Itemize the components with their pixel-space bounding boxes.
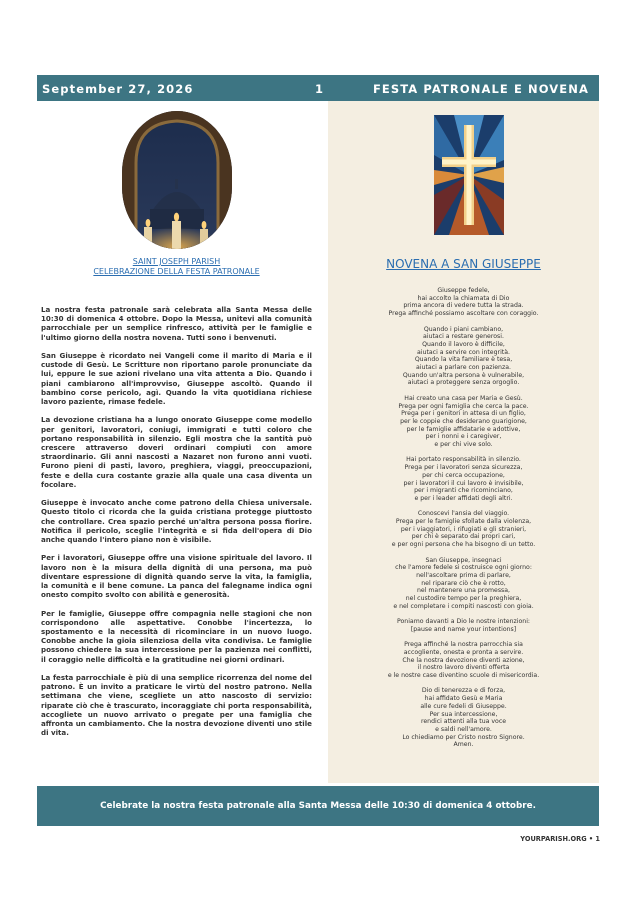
prayer-line: Lo chiediamo per Cristo nostro Signore. (402, 733, 525, 741)
article-paragraph: Per le famiglie, Giuseppe offre compagnia nelle stagioni che non corrispondono alle aspettative. Conobbe l'incertezza, lo spostamento e la necessità di ricominciare in un nuovo luogo. Conobbe anche la gioia silenziosa della vita condivisa. Le famiglie possono chiedere la sua intercessione per la pazienza nei conflitti, il coraggio nelle difficoltà e la gratitudine nei giorni ordinari. (41, 608, 312, 664)
right-column (328, 101, 599, 783)
prayer-line: nel custodire tempo per la preghiera, (405, 595, 522, 603)
article-paragraph: Giuseppe è invocato anche come patrono della Chiesa universale. Questo titolo ci ricorda che la guida cristiana protegge piuttosto che controllare. Crea spazio perché un'altra persona possa fiorire. Notifica il pericolo, sceglie l'integrità e si fida dell'opera di Dio anche quando l'intero piano non è visibile. (41, 498, 312, 545)
article-paragraph: La nostra festa patronale sarà celebrata alla Santa Messa delle 10:30 di domenica 4 ottobre. Dopo la Messa, unitevi alla comunità parrocchiale per un semplice rinfresco, attività per le famiglie e l'ultimo giorno della nostra novena. Tutti sono i benvenuti. (41, 305, 312, 342)
prayer-stanza (328, 641, 599, 680)
church-candles-image (122, 111, 232, 249)
prayer-line: Giuseppe fedele, (437, 287, 490, 294)
prayer-line: Quando la vita familiare è tesa, (414, 356, 513, 364)
prayer-line: hai affidato Gesù e Maria (424, 695, 503, 703)
prayer-line: e per i leader affidati degli altri. (414, 494, 513, 502)
prayer-line: Quando il lavoro è difficile, (422, 340, 505, 348)
novena-prayer (328, 287, 599, 757)
page-footer: YOURPARISH.ORG • 1 (520, 835, 600, 843)
parish-name[interactable]: SAINT JOSEPH PARISH (132, 257, 221, 266)
article-paragraph: La devozione cristiana ha a lungo onorato Giuseppe come modello per genitori, lavoratori, coniugi, immigrati e tutti coloro che portano responsabilità in silenzio. Egli mostra che la santità può crescere attraverso doveri ordinari compiuti con amore straordinario. Gli anni nascosti a Nazaret non furono anni vuoti. Furono pieni di pasti, lavoro, preghiera, viaggi, preoccupazioni, feste e della cura costante grazie alla quale una casa diventa un focolare. (41, 415, 312, 489)
prayer-line: Prega per le famiglie sfollate dalla violenza, (395, 518, 532, 526)
prayer-line: per chi è separato dai propri cari, (411, 533, 516, 541)
prayer-line: accogliente, onesta e pronta a servire. (403, 648, 524, 656)
prayer-line: aiutaci a parlare con pazienza. (416, 364, 511, 372)
prayer-line: Dio di tenerezza e di forza, (421, 687, 506, 695)
article-paragraph: La festa parrocchiale è più di una semplice ricorrenza del nome del patrono. È un invito a praticare le virtù del nostro patrono. Nella settimana che viene, scegliete un atto nascosto di servizio: riparate ciò che è trascurato, incoraggiate chi porta responsabilità, accogliete un nuovo arrivato o pregate per una famiglia che affronta un cambiamento. Che la nostra devozione diventi uno stile di vita. (41, 673, 312, 738)
prayer-line: e nel completare i compiti nascosti con gioia. (393, 602, 534, 610)
prayer-stanza (328, 510, 599, 549)
header-bar (37, 75, 599, 101)
prayer-line: e per chi vive solo. (434, 441, 493, 449)
prayer-line: San Giuseppe, insegnaci (425, 556, 502, 564)
footer-banner: Celebrate la nostra festa patronale alla Santa Messa delle 10:30 di domenica 4 ottobre. (37, 786, 599, 826)
prayer-line: hai accolto la chiamata di Dio (417, 294, 510, 302)
prayer-line: alle cure fedeli di Giuseppe. (420, 702, 507, 710)
prayer-stanza (328, 326, 599, 388)
prayer-line: Conoscevi l'ansia del viaggio. (417, 510, 510, 518)
prayer-line: aiutaci a restare generosi. (423, 333, 504, 341)
prayer-line: e saldi nell'amore. (435, 725, 492, 733)
newsletter-title: FESTA PATRONALE E NOVENA (372, 82, 589, 96)
issue-number: 1 (315, 82, 325, 96)
prayer-line: il nostro lavoro diventi offerta (417, 664, 510, 672)
prayer-line: Prega per ogni famiglia che cerca la pace. (398, 402, 529, 410)
prayer-line: Hai portato responsabilità in silenzio. (406, 456, 521, 464)
prayer-line: [pause and name your intentions] (410, 625, 517, 633)
prayer-line: per i nonni e i caregiver, (425, 433, 502, 441)
prayer-stanza (328, 456, 599, 502)
article-body (41, 305, 312, 747)
prayer-stanza (328, 395, 599, 449)
prayer-line: nel mantenere una promessa, (416, 587, 511, 595)
prayer-stanza (328, 618, 599, 633)
prayer-stanza (328, 557, 599, 611)
prayer-line: aiutaci a proteggere senza orgoglio. (407, 379, 520, 387)
prayer-line: per i lavoratori il cui lavoro è invisibile, (403, 479, 524, 487)
prayer-line: per i viaggiatori, i rifugiati e gli stranieri, (400, 525, 527, 533)
prayer-line: per le famiglie affidatarie e adottive, (406, 425, 521, 433)
prayer-line: che l'amore fedele si costruisce ogni giorno: (395, 564, 532, 572)
prayer-line: Amen. (453, 741, 474, 749)
prayer-line: Poniamo davanti a Dio le nostre intenzioni: (396, 618, 530, 626)
prayer-line: nell'ascoltare prima di parlare, (416, 571, 511, 579)
prayer-line: rendici attenti alla tua voce (420, 718, 507, 726)
stained-glass-cross-image (434, 115, 504, 235)
prayer-line: Prega per i genitori in attesa di un figlio, (401, 410, 526, 418)
prayer-line: per i migranti che ricominciano, (414, 487, 513, 495)
left-column (37, 101, 316, 783)
prayer-line: Che la nostra devozione diventi azione, (402, 656, 525, 664)
prayer-line: e le nostre case diventino scuole di misericordia. (387, 672, 540, 680)
prayer-line: per chi cerca occupazione, (422, 471, 505, 479)
prayer-line: Prega affinché la nostra parrocchia sia (404, 641, 523, 649)
novena-title[interactable]: NOVENA A SAN GIUSEPPE (386, 257, 541, 271)
prayer-line: e per ogni persona che ha bisogno di un tetto. (391, 541, 536, 549)
article-paragraph: San Giuseppe è ricordato nei Vangeli come il marito di Maria e il custode di Gesù. Le Scritture non riportano parole pronunciate da lui, eppure le sue azioni rivelano una vita attenta a Dio. Quando i piani cambiarono all'improvviso, Giuseppe ascoltò. Quando il bambino corse pericolo, agì. Quando la vita quotidiana richiese lavoro paziente, rimase fedele. (41, 351, 312, 407)
article-paragraph: Per i lavoratori, Giuseppe offre una visione spirituale del lavoro. Il lavoro non è la misura della dignità di una persona, ma può diventare espressione di dignità quando serve la vita, la famiglia, la comunità e il bene comune. La panca del falegname indica ogni onesto compito svolto con abilità e generosità. (41, 553, 312, 600)
prayer-line: Prega affinché possiamo ascoltare con coraggio. (388, 310, 539, 318)
prayer-line: Prega per i lavoratori senza sicurezza, (404, 464, 523, 472)
prayer-line: per le coppie che desiderano guarigione, (400, 417, 527, 425)
prayer-line: Quando i piani cambiano, (423, 325, 504, 333)
prayer-line: Hai creato una casa per Maria e Gesù. (404, 394, 523, 402)
prayer-stanza (328, 287, 599, 318)
prayer-stanza (328, 687, 599, 749)
prayer-line: Per sua intercessione, (429, 710, 498, 718)
prayer-line: prima ancora di vedere tutta la strada. (403, 302, 524, 310)
prayer-line: nel riparare ciò che è rotto, (421, 579, 506, 587)
issue-date: September 27, 2026 (42, 82, 194, 96)
prayer-line: aiutaci a servire con integrità. (417, 348, 510, 356)
prayer-line: Quando un'altra persona è vulnerabile, (402, 371, 525, 379)
parish-subtitle[interactable]: CELEBRAZIONE DELLA FESTA PATRONALE (93, 267, 260, 276)
